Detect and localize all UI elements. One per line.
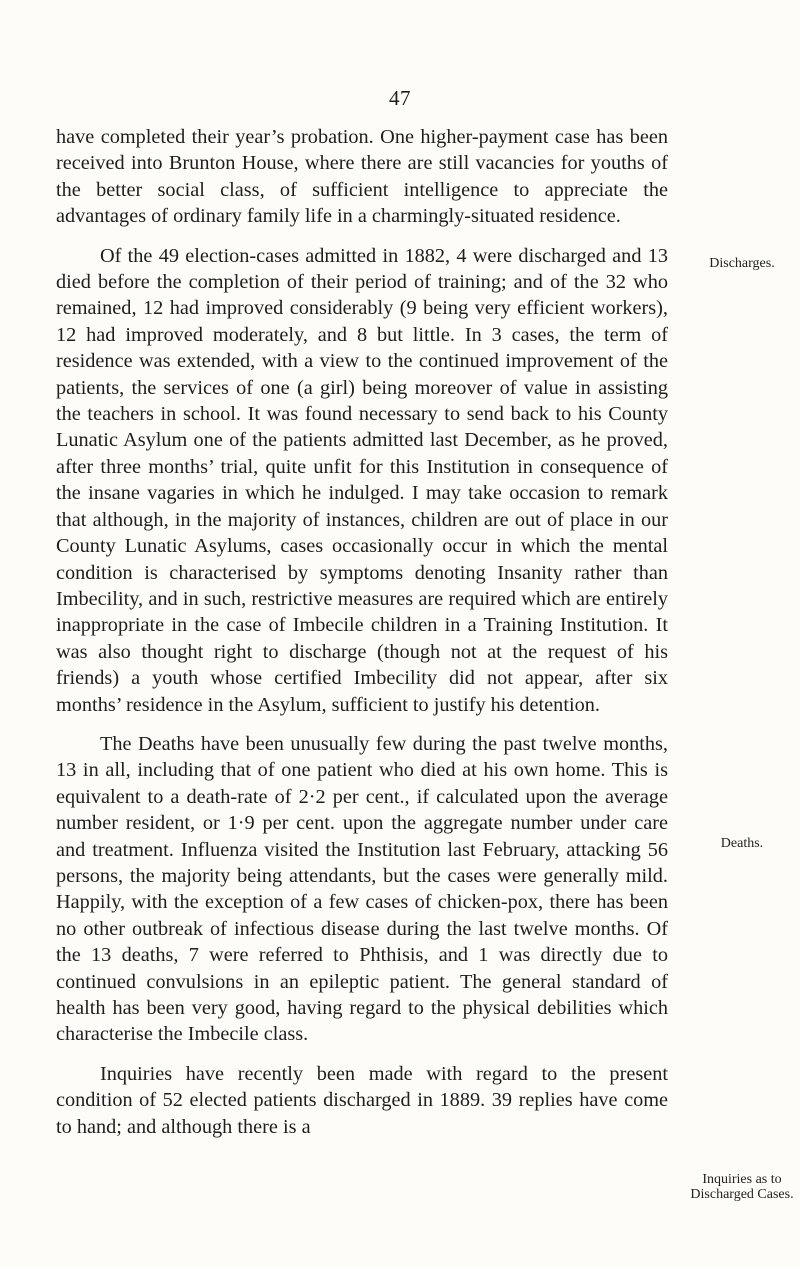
margin-note-discharges: Discharges. xyxy=(709,256,775,271)
paragraph-inquiries: Inquiries have recently been made with regard to the present condition of 52 elected patients discharged in 1889. 39 replies have come to hand; and although there is a xyxy=(56,1062,668,1138)
margin-note-deaths: Deaths. xyxy=(720,836,764,851)
body-text xyxy=(56,124,668,1153)
paragraph-discharges: Of the 49 election-cases admitted in 1882, 4 were discharged and 13 died before the completion of their period of training; and of the 32 who remained, 12 had improved considerably (9 being very efficient workers), 12 had improved moderately, and 8 but little. In 3 cases, the term of residence was extended, with a view to the continued improvement of the patients, the services of one (a girl) being moreover of value in assisting the teachers in school. It was found necessary to send back to his County Lunatic Asylum one of the patients admitted last December, as he proved, after three months’ trial, quite unfit for this Institution in consequence of the insane vagaries in which he indulged. I may take occasion to remark that although, in the majority of instances, children are out of place in our County Lunatic Asylums, cases occasionally occur in which the mental condition is characterised by symptoms denoting Insanity rather than Imbecility, and in such, restrictive measures are required which are entirely inappropriate in the case of Imbecile children in a Training Institution. It was also thought right to discharge (though not at the request of his friends) a youth whose certified Imbecility did not appear, after six months’ residence in the Asylum, sufficient to justify his detention. xyxy=(56,244,668,716)
paragraph-probation: have completed their year’s probation. One higher-payment case has been received into Brunton House, where there are still vacancies for youths of the better social class, of sufficient intelligence to appreciate the advantages of ordinary family life in a charmingly-situated residence. xyxy=(56,126,668,228)
page-number: 47 xyxy=(389,86,411,110)
paragraph-deaths: The Deaths have been unusually few during the past twelve months, 13 in all, including that of one patient who died at his own home. This is equivalent to a death-rate of 2·2 per cent., if calculated upon the average number resident, or 1·9 per cent. upon the aggregate number under care and treatment. Influenza visited the Institution last February, attacking 56 persons, the majority being attendants, but the cases were generally mild. Happily, with the exception of a few cases of chicken-pox, there has been no other outbreak of infectious disease during the last twelve months. Of the 13 deaths, 7 were referred to Phthisis, and 1 was directly due to continued convulsions in an epileptic patient. The general standard of health has been very good, having regard to the physical debilities which characterise the Imbecile class. xyxy=(56,732,668,1046)
margin-note-inquiries: Inquiries as to Discharged Cases. xyxy=(690,1172,794,1202)
